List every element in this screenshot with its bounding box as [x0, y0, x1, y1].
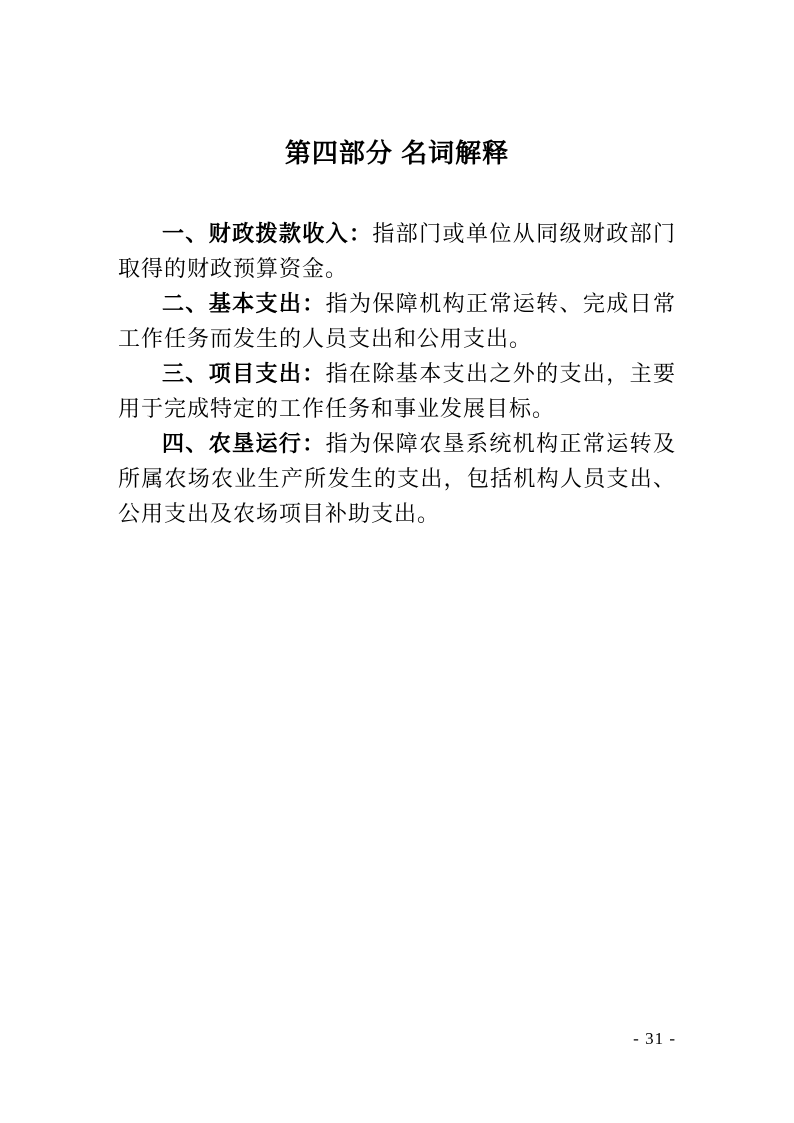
section-title: 第四部分 名词解释	[284, 138, 510, 168]
definition-paragraph	[118, 356, 676, 426]
definition-paragraph	[118, 426, 676, 531]
term-label: 三、项目支出：	[162, 361, 326, 386]
term-label: 四、农垦运行：	[162, 431, 326, 456]
page-number: - 31 -	[633, 1029, 676, 1048]
definition-paragraph	[118, 216, 676, 286]
term-definition: 指为保障农垦系统机构正常运转及所属农场农业生产所发生的支出，包括机构人员支出、公用支出及农场项目补助支出。	[118, 431, 676, 526]
term-label: 一、财政拨款收入：	[162, 221, 373, 246]
term-definition: 指在除基本支出之外的支出，主要用于完成特定的工作任务和事业发展目标。	[118, 361, 676, 421]
definition-paragraph	[118, 286, 676, 356]
definitions-section	[118, 216, 676, 531]
term-definition: 指部门或单位从同级财政部门取得的财政预算资金。	[118, 221, 676, 281]
term-label: 二、基本支出：	[162, 291, 326, 316]
term-definition: 指为保障机构正常运转、完成日常工作任务而发生的人员支出和公用支出。	[118, 291, 676, 351]
